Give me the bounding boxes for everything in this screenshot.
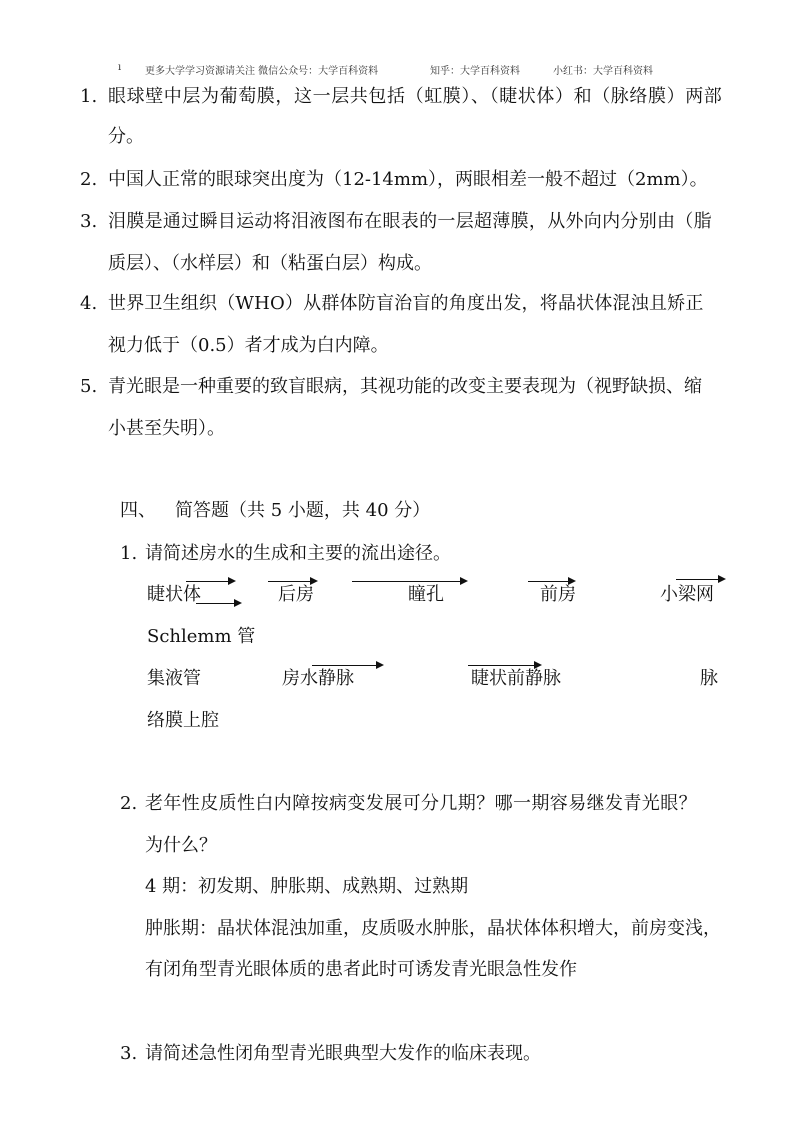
flow-node-aqueous-veins: 房水静脉 xyxy=(282,668,354,689)
item-5-line-1: 青光眼是一种重要的致盲眼病，其视功能的改变主要表现为（视野缺损、缩 xyxy=(108,376,702,397)
item-3-line-1: 泪膜是通过瞬目运动将泪液图布在眼表的一层超薄膜，从外向内分别由（脂 xyxy=(108,211,712,232)
header-xiaohongshu: 小红书：大学百科资料 xyxy=(553,66,653,77)
q2-line-1: 老年性皮质性白内障按病变发展可分几期？哪一期容易继发青光眼？ xyxy=(145,793,697,814)
item-1-line-2: 分。 xyxy=(108,126,144,147)
item-1-number: 1. xyxy=(80,86,98,107)
q2-answer-3: 有闭角型青光眼体质的患者此时可诱发青光眼急性发作 xyxy=(145,959,577,980)
item-4-number: 4. xyxy=(80,293,98,314)
item-2-number: 2. xyxy=(80,169,98,190)
item-4-line-2: 视力低于（0.5）者才成为白内障。 xyxy=(108,335,389,356)
q2-answer-1: 4 期：初发期、肿胀期、成熟期、过熟期 xyxy=(145,876,469,897)
flow-node-posterior-chamber: 后房 xyxy=(278,584,314,605)
item-5-line-2: 小甚至失明）。 xyxy=(108,418,225,439)
header-zhihu: 知乎：大学百科资料 xyxy=(430,66,520,77)
flow-arrow xyxy=(468,665,540,666)
flow-node-trabecular-meshwork: 小梁网 xyxy=(660,584,714,605)
flow-arrow xyxy=(528,581,574,582)
q2-number: 2. xyxy=(120,793,138,814)
item-5-number: 5. xyxy=(80,376,98,397)
item-4-line-1: 世界卫生组织（WHO）从群体防盲治盲的角度出发，将晶状体混浊且矫正 xyxy=(108,293,704,314)
flow-arrow xyxy=(352,581,466,582)
flow-arrow xyxy=(676,579,724,580)
q2-answer-2: 肿胀期：晶状体混浊加重，皮质吸水肿胀，晶状体体积增大，前房变浅， xyxy=(145,918,721,939)
q2-line-2: 为什么？ xyxy=(145,835,217,856)
q3-text: 请简述急性闭角型青光眼典型大发作的临床表现。 xyxy=(145,1043,541,1064)
section-title: 简答题（共 5 小题，共 40 分） xyxy=(175,500,431,521)
flow-node-suprachoroidal-space: 络膜上腔 xyxy=(147,710,219,731)
q3-number: 3. xyxy=(120,1043,138,1064)
flow-arrow xyxy=(268,581,316,582)
item-3-line-2: 质层）、（水样层）和（粘蛋白层）构成。 xyxy=(108,253,432,274)
item-3-number: 3. xyxy=(80,211,98,232)
header-mark: ı xyxy=(118,62,122,73)
section-number: 四、 xyxy=(120,500,156,521)
flow-node-choroid-fragment: 脉 xyxy=(700,668,718,689)
flow-arrow xyxy=(186,581,234,582)
flow-arrow xyxy=(196,603,240,604)
flow-node-anterior-chamber: 前房 xyxy=(540,584,576,605)
item-2-line-1: 中国人正常的眼球突出度为（12-14mm），两眼相差一般不超过（2mm）。 xyxy=(108,169,708,190)
flow-arrow xyxy=(312,665,382,666)
flow-node-ciliary-body: 睫状体 xyxy=(147,584,201,605)
flow-node-anterior-ciliary-veins: 睫状前静脉 xyxy=(471,668,561,689)
flow-node-pupil: 瞳孔 xyxy=(408,584,444,605)
item-1-line-1: 眼球壁中层为葡萄膜，这一层共包括（虹膜）、（睫状体）和（脉络膜）两部 xyxy=(108,86,723,107)
flow-node-collector-channels: 集液管 xyxy=(147,668,201,689)
header-notice: 更多大学学习资源请关注 微信公众号：大学百科资料 xyxy=(145,66,379,77)
q1-number: 1. xyxy=(120,543,138,564)
q1-text: 请简述房水的生成和主要的流出途径。 xyxy=(145,543,451,564)
flow-node-schlemm-canal: Schlemm 管 xyxy=(147,626,256,647)
